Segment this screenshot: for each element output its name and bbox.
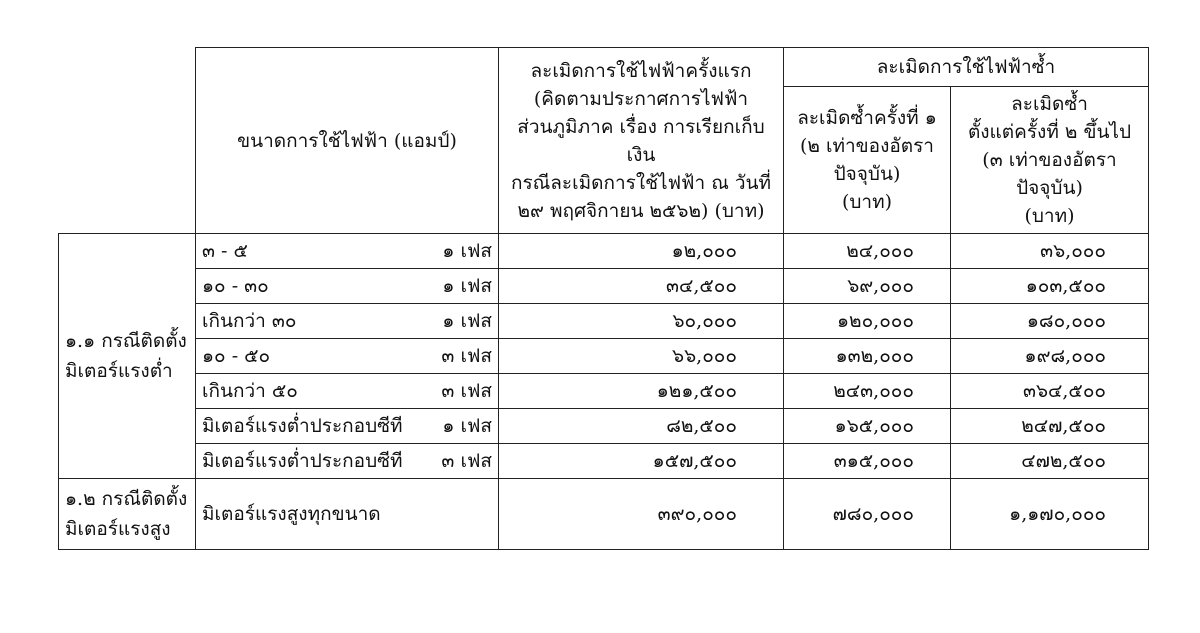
repeat-second-line: (บาท) bbox=[1024, 205, 1075, 227]
phase-value: ๓ เฟส bbox=[441, 380, 492, 402]
size-value: เกินกว่า ๓๐ bbox=[202, 310, 297, 332]
header-first-offense bbox=[499, 48, 784, 234]
repeat-second-value: ๔๗๒,๕๐๐ bbox=[951, 444, 1149, 479]
table-row bbox=[59, 479, 1149, 550]
repeat-second-value: ๓๖๔,๕๐๐ bbox=[951, 374, 1149, 409]
size-cell bbox=[196, 234, 499, 269]
group-label-line: มิเตอร์แรงสูง bbox=[65, 518, 171, 540]
repeat-second-value: ๓๖,๐๐๐ bbox=[951, 234, 1149, 269]
repeat-first-value: ๒๔๓,๐๐๐ bbox=[784, 374, 951, 409]
table-row bbox=[59, 269, 1149, 304]
repeat-first-line: (๒ เท่าของอัตรา bbox=[800, 135, 934, 157]
repeat-second-value: ๒๔๗,๕๐๐ bbox=[951, 409, 1149, 444]
repeat-first-line: (บาท) bbox=[841, 191, 893, 213]
first-offense-value: ๑๒๑,๕๐๐ bbox=[499, 374, 784, 409]
phase-value: ๑ เฟส bbox=[442, 275, 492, 297]
group-label-low-voltage bbox=[59, 234, 196, 479]
size-value: มิเตอร์แรงสูงทุกขนาด bbox=[202, 503, 381, 525]
repeat-first-line: ปัจจุบัน) bbox=[833, 163, 901, 185]
repeat-second-value: ๑๘๐,๐๐๐ bbox=[951, 304, 1149, 339]
first-offense-value: ๑๕๗,๕๐๐ bbox=[499, 444, 784, 479]
group-label-high-voltage bbox=[59, 479, 196, 550]
repeat-first-value: ๖๙,๐๐๐ bbox=[784, 269, 951, 304]
size-value: เกินกว่า ๕๐ bbox=[202, 380, 298, 402]
first-offense-line: (คิดตามประกาศการไฟฟ้า bbox=[533, 87, 749, 110]
header-repeat-first bbox=[784, 87, 951, 234]
table-row bbox=[59, 339, 1149, 374]
first-offense-line: กรณีละเมิดการใช้ไฟฟ้า ณ วันที่ bbox=[510, 171, 772, 194]
group-label-line: มิเตอร์แรงต่ำ bbox=[65, 360, 173, 382]
size-value: ๑๐ - ๓๐ bbox=[202, 275, 269, 297]
size-column-label: ขนาดการใช้ไฟฟ้า (แอมป์) bbox=[237, 129, 457, 152]
size-value: ๑๐ - ๕๐ bbox=[202, 345, 271, 367]
repeat-first-value: ๑๓๒,๐๐๐ bbox=[784, 339, 951, 374]
repeat-second-value: ๑,๑๗๐,๐๐๐ bbox=[951, 479, 1149, 550]
header-repeat-offense bbox=[784, 48, 1149, 87]
repeat-first-value: ๓๑๕,๐๐๐ bbox=[784, 444, 951, 479]
size-value: มิเตอร์แรงต่ำประกอบซีที bbox=[202, 415, 403, 437]
repeat-first-value: ๗๘๐,๐๐๐ bbox=[784, 479, 951, 550]
group-label-line: ๑.๑ กรณีติดตั้ง bbox=[65, 330, 187, 352]
repeat-second-value: ๑๐๓,๕๐๐ bbox=[951, 269, 1149, 304]
repeat-second-line: (๓ เท่าของอัตราปัจจุบัน) bbox=[982, 149, 1117, 199]
table-row bbox=[59, 374, 1149, 409]
repeat-first-line: ละเมิดซ้ำครั้งที่ ๑ bbox=[797, 107, 937, 129]
penalty-rate-table bbox=[58, 47, 1149, 550]
phase-value: ๑ เฟส bbox=[442, 240, 492, 262]
first-offense-value: ๘๒,๕๐๐ bbox=[499, 409, 784, 444]
size-cell bbox=[196, 269, 499, 304]
size-cell bbox=[196, 304, 499, 339]
repeat-second-line: ละเมิดซ้ำ bbox=[1011, 93, 1088, 115]
table-row bbox=[59, 304, 1149, 339]
size-cell bbox=[196, 374, 499, 409]
first-offense-line: ละเมิดการใช้ไฟฟ้าครั้งแรก bbox=[530, 59, 752, 82]
phase-value: ๓ เฟส bbox=[441, 450, 492, 472]
size-cell bbox=[196, 409, 499, 444]
size-value: มิเตอร์แรงต่ำประกอบซีที bbox=[202, 450, 403, 472]
first-offense-value: ๓๙๐,๐๐๐ bbox=[499, 479, 784, 550]
phase-value: ๑ เฟส bbox=[442, 415, 492, 437]
repeat-first-value: ๑๖๕,๐๐๐ bbox=[784, 409, 951, 444]
repeat-first-value: ๒๔,๐๐๐ bbox=[784, 234, 951, 269]
repeat-second-value: ๑๙๘,๐๐๐ bbox=[951, 339, 1149, 374]
header-repeat-second bbox=[951, 87, 1149, 234]
header-size-column bbox=[196, 48, 499, 234]
first-offense-value: ๑๒,๐๐๐ bbox=[499, 234, 784, 269]
first-offense-line: ส่วนภูมิภาค เรื่อง การเรียกเก็บเงิน bbox=[517, 115, 765, 166]
phase-value: ๓ เฟส bbox=[441, 345, 492, 367]
group-label-line: ๑.๒ กรณีติดตั้ง bbox=[65, 488, 188, 510]
repeat-offense-label: ละเมิดการใช้ไฟฟ้าซ้ำ bbox=[876, 56, 1056, 78]
table-row bbox=[59, 234, 1149, 269]
first-offense-value: ๖๖,๐๐๐ bbox=[499, 339, 784, 374]
first-offense-line: ๒๙ พฤศจิกายน ๒๕๖๒) (บาท) bbox=[517, 199, 765, 222]
first-offense-value: ๓๔,๕๐๐ bbox=[499, 269, 784, 304]
first-offense-value: ๖๐,๐๐๐ bbox=[499, 304, 784, 339]
size-value: ๓ - ๕ bbox=[202, 240, 248, 262]
repeat-second-line: ตั้งแต่ครั้งที่ ๒ ขึ้นไป bbox=[967, 121, 1132, 143]
phase-value: ๑ เฟส bbox=[442, 310, 492, 332]
size-cell bbox=[196, 444, 499, 479]
table-row bbox=[59, 409, 1149, 444]
size-cell bbox=[196, 339, 499, 374]
size-cell bbox=[196, 479, 499, 550]
header-blank-cell bbox=[59, 48, 196, 234]
repeat-first-value: ๑๒๐,๐๐๐ bbox=[784, 304, 951, 339]
table-row bbox=[59, 444, 1149, 479]
